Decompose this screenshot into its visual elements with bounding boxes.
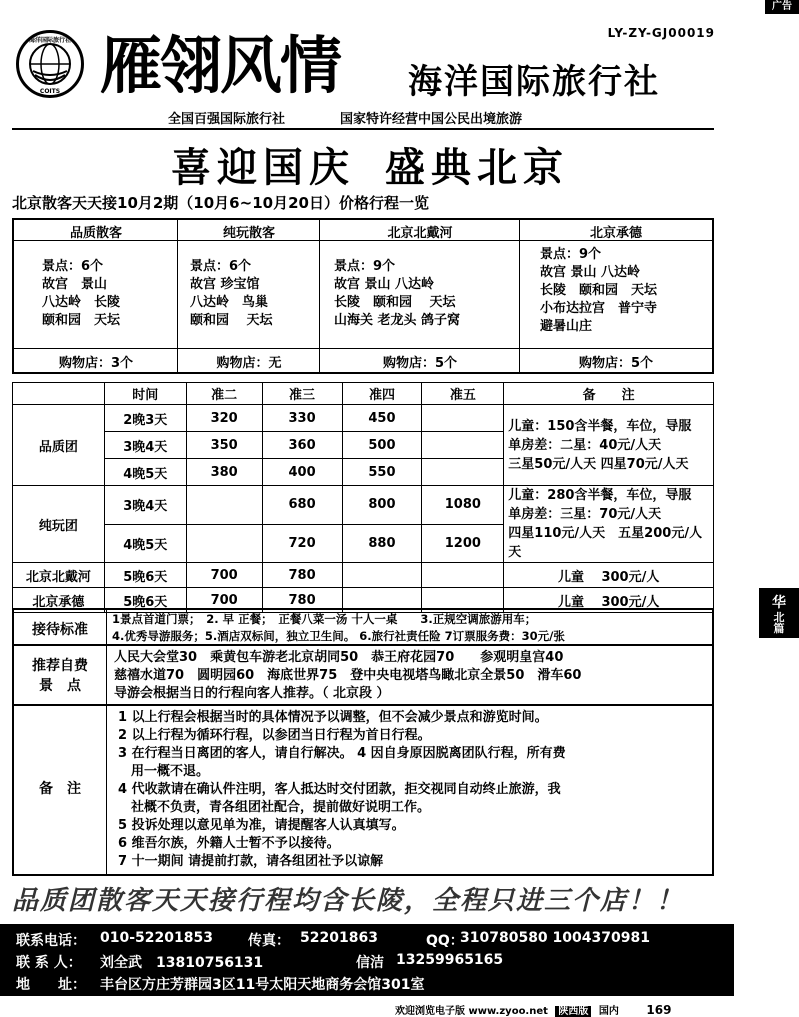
table-cell: 5晚6天 [104, 563, 186, 588]
spots-line: 长陵 颐和园 天坛 [540, 283, 658, 298]
row-divider [14, 348, 712, 349]
product-name: 品质散客 [69, 226, 122, 241]
header-cell: 准五 [422, 383, 504, 405]
sms-label: 信洁 [356, 955, 384, 971]
table-cell: 780 [262, 588, 342, 613]
group-label: 北京北戴河 [13, 563, 105, 588]
standard-label: 接待标准 [32, 622, 88, 638]
product-name: 北京北戴河 [387, 226, 453, 241]
slogan-1: 全国百强国际旅行社 [168, 112, 286, 127]
header-cell: 准二 [186, 383, 262, 405]
logo-bottom-text: COITS [39, 88, 61, 95]
headline [0, 136, 740, 193]
spots-line: 故宫 景山 [42, 277, 108, 292]
note-line: 儿童：150含半餐，车位，导服 [508, 418, 692, 434]
remark-line: 7 十一期间 请提前打款，请各组团社予以谅解 [118, 854, 384, 869]
table-cell: 500 [342, 432, 422, 459]
group-label: 纯玩团 [13, 486, 105, 563]
product-overview [12, 218, 714, 374]
fax-label: 传真： [248, 933, 290, 949]
product-spots [42, 258, 120, 330]
footer-region: 陕西版 [555, 1006, 591, 1017]
spots-line: 小布达拉宫 普宁寺 [540, 301, 658, 316]
table-cell [422, 563, 504, 588]
self-pay-label [14, 656, 106, 696]
product-spots [190, 258, 273, 330]
qq-label: QQ： [426, 933, 464, 949]
standard-section [12, 608, 714, 646]
self-pay-text [114, 649, 581, 703]
side-tab-char: 篇 [773, 622, 785, 635]
remark-line: 社概不负责，青各组团社配合，提前做好说明工作。 [118, 800, 431, 815]
product-name: 纯玩散客 [222, 226, 275, 241]
table-cell: 320 [186, 405, 262, 432]
table-row [13, 563, 714, 588]
footer-text: 欢迎浏览电子版 www.zyoo.net [395, 1006, 548, 1017]
self-pay-line: 慈禧水道70 圆明园60 海底世界75 登中央电视塔鸟瞰北京全景50 滑车60 [114, 668, 582, 683]
group-label: 品质团 [13, 405, 105, 486]
table-cell: 1200 [422, 524, 504, 563]
table-cell: 360 [262, 432, 342, 459]
address-value: 丰台区方庄芳群园3区11号太阳天地商务会馆301室 [100, 977, 425, 993]
table-cell: 1080 [422, 486, 504, 525]
remark-line: 用一概不退。 [118, 764, 210, 779]
header-cell: 准三 [262, 383, 342, 405]
remark-line: 4 代收款请在确认件注明，客人抵达时交付团款，拒交视同自动终止旅游，我 [118, 782, 561, 797]
phone-label: 联系电话： [16, 933, 86, 949]
table-cell: 800 [342, 486, 422, 525]
side-tab-char: 北 [773, 611, 785, 624]
ad-tag: 广告 [765, 0, 799, 14]
spots-line: 八达岭 鸟巢 [190, 295, 269, 310]
spots-line: 山海关 老龙头 鸽子窝 [334, 313, 461, 328]
table-cell [186, 524, 262, 563]
self-pay-line: 人民大会堂30 乘黄包车游老北京胡同50 恭王府花园70 参观明皇宫40 [114, 650, 564, 665]
table-cell: 550 [342, 459, 422, 486]
standard-line: 1景点首道门票； 2. 早 正餐； 正餐八菜一汤 十人一桌 3.正规空调旅游用车； [112, 612, 537, 626]
header-divider [12, 128, 714, 130]
headline-part2: 盛典北京 [385, 144, 569, 191]
product-code: LY-ZY-GJ00019 [607, 26, 715, 40]
fax-value: 52201863 [300, 930, 378, 946]
spots-line: 八达岭 长陵 [42, 295, 121, 310]
company-name: 海洋国际旅行社 [408, 62, 660, 102]
header-cell: 备 注 [504, 383, 714, 405]
table-cell: 330 [262, 405, 342, 432]
header-cell: 时间 [104, 383, 186, 405]
headline-part1: 喜迎国庆 [171, 144, 355, 191]
logo-ring-text: 海洋国际旅行社 [28, 37, 72, 44]
remark-line: 6 维吾尔族，外籍人士暂不予以接待。 [118, 836, 340, 851]
self-pay-label-line: 推荐自费 [32, 658, 88, 674]
remarks-label: 备 注 [39, 781, 81, 797]
table-cell: 380 [186, 459, 262, 486]
spots-count: 景点：9个 [334, 259, 396, 274]
table-cell: 720 [262, 524, 342, 563]
table-cell [186, 486, 262, 525]
standard-text [112, 611, 565, 645]
table-cell: 2晚3天 [104, 405, 186, 432]
address-label: 地 址： [16, 977, 86, 993]
spots-line: 长陵 颐和园 天坛 [334, 295, 456, 310]
table-header-row [13, 383, 714, 405]
product-shops: 购物店：5个 [382, 356, 458, 371]
table-cell: 450 [342, 405, 422, 432]
remark-line: 2 以上行程为循环行程，以参团当日行程为首日行程。 [118, 728, 431, 743]
group-notes: 儿童 300元/人 [504, 588, 714, 613]
table-cell: 3晚4天 [104, 486, 186, 525]
person-value: 刘全武 13810756131 [100, 955, 264, 971]
table-cell [422, 405, 504, 432]
spots-line: 故宫 景山 八达岭 [334, 277, 435, 292]
note-line: 四星110元/人天 五星200元/人天 [508, 526, 703, 560]
group-notes [504, 486, 714, 563]
phone-value: 010-52201853 [100, 930, 213, 946]
table-cell: 350 [186, 432, 262, 459]
header-cell: 准四 [342, 383, 422, 405]
slogan-2: 国家特许经营中国公民出境旅游 [340, 112, 523, 127]
spots-count: 景点：9个 [540, 247, 602, 262]
table-cell: 5晚6天 [104, 588, 186, 613]
table-cell: 4晚5天 [104, 459, 186, 486]
globe-icon [19, 33, 81, 95]
table-cell: 780 [262, 563, 342, 588]
price-table [12, 382, 714, 613]
group-notes [504, 405, 714, 486]
brand-name: 雁翎风情 [100, 29, 341, 102]
spots-count: 景点：6个 [190, 259, 252, 274]
divider [106, 646, 107, 704]
company-logo [16, 30, 84, 98]
table-cell [422, 432, 504, 459]
spots-line: 颐和园 天坛 [190, 313, 273, 328]
spots-count: 景点：6个 [42, 259, 104, 274]
remark-line: 5 投诉处理以意见单为准，请提醒客人认真填写。 [118, 818, 405, 833]
note-line: 单房差：三星：70元/人天 [508, 507, 662, 522]
sms-value: 13259965165 [396, 952, 504, 968]
table-row [13, 405, 714, 432]
self-pay-section [12, 644, 714, 706]
page-footer [395, 1002, 671, 1017]
product-shops: 购物店：无 [216, 356, 282, 371]
table-cell: 880 [342, 524, 422, 563]
self-pay-line: 导游会根据当日的行程向客人推荐。（ 北京段 ） [114, 686, 390, 701]
remark-line: 1 以上行程会根据当时的具体情况予以调整，但不会减少景点和游览时间。 [118, 710, 548, 725]
standard-line: 4.优秀导游服务；5.酒店双标间，独立卫生间。 6.旅行社责任险 7订票服务费：30元/张 [112, 629, 565, 643]
product-spots [334, 258, 460, 330]
group-notes: 儿童 300元/人 [504, 563, 714, 588]
table-cell: 400 [262, 459, 342, 486]
note-line: 单房差：二星：40元/人天 [508, 437, 662, 453]
remarks-text [118, 709, 566, 871]
side-tab-char: 华 [772, 595, 786, 611]
promo-banner: 品质团散客天天接行程均含长陵，全程只进三个店！！ [12, 886, 685, 916]
group-label: 北京承德 [13, 588, 105, 613]
spots-line: 避暑山庄 [540, 319, 593, 334]
table-cell: 4晚5天 [104, 524, 186, 563]
contact-bar [0, 924, 734, 996]
note-line: 儿童：280含半餐，车位，导服 [508, 488, 692, 503]
table-cell: 3晚4天 [104, 432, 186, 459]
qq-value: 310780580 1004370981 [460, 930, 650, 946]
self-pay-label-line: 景 点 [39, 678, 81, 694]
product-shops: 购物店：3个 [58, 356, 134, 371]
remark-line: 3 在行程当日离团的客人，请自行解决。 4 因自身原因脱离团队行程，所有费 [118, 746, 566, 761]
table-cell: 680 [262, 486, 342, 525]
spots-line: 颐和园 天坛 [42, 313, 121, 328]
note-line: 三星50元/人天 四星70元/人天 [508, 456, 689, 472]
table-cell [422, 459, 504, 486]
footer-section: 国内 [598, 1006, 619, 1017]
table-row [13, 486, 714, 525]
intro-text: 北京散客天天接10月2期（10月6~10月20日）价格行程一览 [12, 194, 429, 212]
spots-line: 故宫 景山 八达岭 [540, 265, 641, 280]
person-label: 联 系 人： [16, 955, 82, 971]
product-spots [540, 246, 657, 336]
page-number: 169 [646, 1003, 672, 1017]
header-cell [13, 383, 105, 405]
spots-line: 故宫 珍宝馆 [190, 277, 260, 292]
product-shops: 购物店：5个 [578, 356, 654, 371]
table-cell [342, 563, 422, 588]
product-name: 北京承德 [589, 226, 642, 241]
table-cell: 700 [186, 563, 262, 588]
table-cell: 700 [186, 588, 262, 613]
remarks-section [12, 704, 714, 876]
divider [106, 706, 107, 874]
divider [106, 610, 107, 644]
